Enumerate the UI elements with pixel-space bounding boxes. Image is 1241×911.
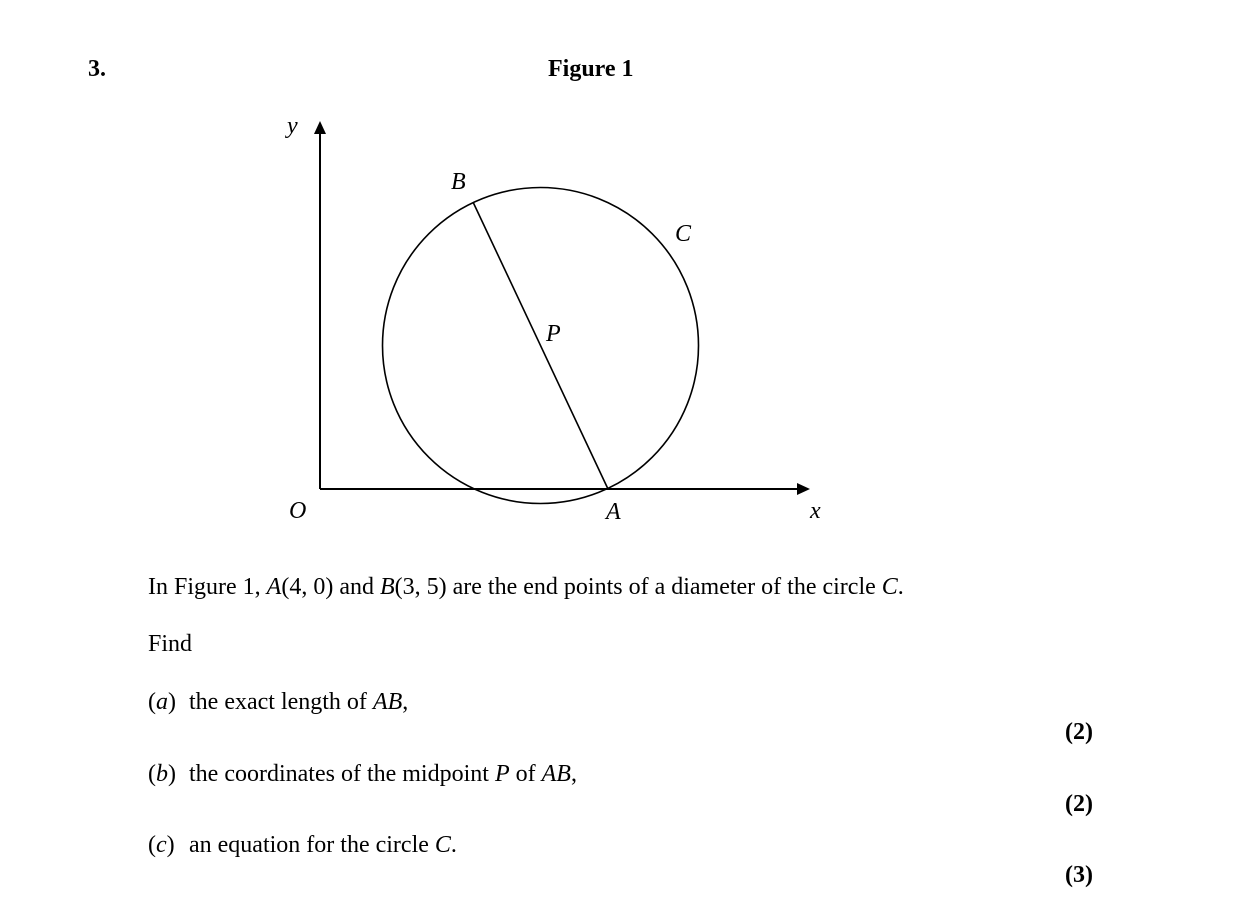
point-b-label: B — [451, 169, 466, 195]
question-number: 3. — [88, 56, 106, 82]
y-axis-arrowhead — [314, 121, 326, 134]
intro-sentence: In Figure 1, A(4, 0) and B(3, 5) are the end points of a diameter of the circle C. — [148, 574, 904, 600]
part-c: (c) an equation for the circle C. — [148, 832, 457, 858]
part-b-label: (b) — [148, 761, 176, 787]
circle-c-label: C — [675, 221, 692, 247]
point-a-label: A — [606, 499, 621, 525]
part-c-marks: (3) — [1065, 862, 1093, 888]
midpoint-p-label: P — [546, 321, 561, 347]
x-axis-arrowhead — [797, 483, 810, 495]
part-a-label: (a) — [148, 689, 176, 715]
find-prompt: Find — [148, 631, 193, 657]
figure-title: Figure 1 — [548, 56, 634, 82]
part-b-marks: (2) — [1065, 791, 1093, 817]
part-a: (a) the exact length of AB, — [148, 689, 409, 715]
diameter-ab — [473, 202, 608, 489]
part-a-marks: (2) — [1065, 719, 1093, 745]
y-axis-label: y — [287, 113, 298, 139]
part-b: (b) the coordinates of the midpoint P of AB, — [148, 761, 577, 787]
x-axis-label: x — [810, 498, 821, 524]
origin-label: O — [289, 498, 307, 524]
part-c-label: (c) — [148, 832, 175, 858]
